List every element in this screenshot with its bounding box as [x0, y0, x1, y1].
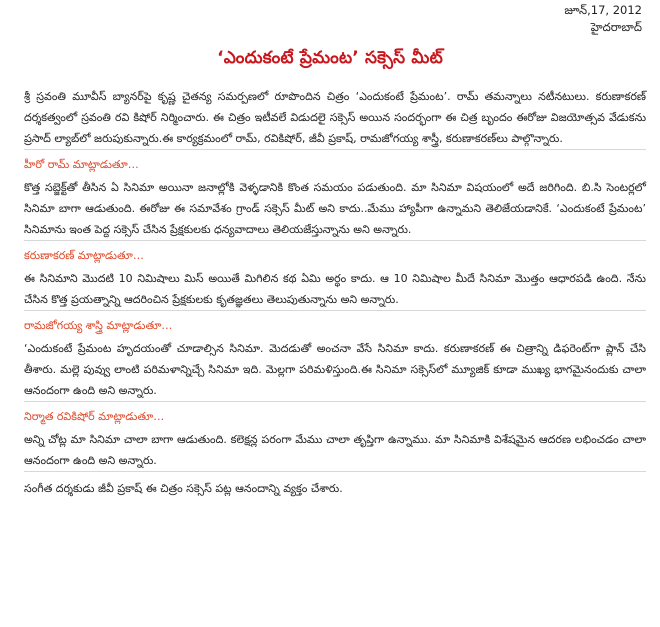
- divider: [24, 471, 646, 472]
- section-text-karunakaran: ఈ సినిమాని మొదటి 10 నిమిషాలు మిస్ అయితే మిగిలిన కథ ఏమి అర్థం కాదు. ఆ 10 నిమిషాల మీదే సినిమా మొత్తం ఆధారపడి ఉంది. నేను చేసిన కొత్త ప్రయత్నాన్ని ఆదరించిన ప్రేక్షకులకు కృతజ్ఞతలు తెలుపుతున్నాను అని అన్నారు.: [24, 272, 646, 306]
- divider: [24, 149, 646, 150]
- section-text-ramajogayya: ‘ఎందుకంటే ప్రేమంట హృదయంతో చూడాల్సిన సినిమా. మెదడుతో అంచనా వేసే సినిమా కాదు. కరుణాకరణ్ ఈ చిత్రాన్ని డిఫరెంట్‌గా ప్లాన్ చేసి తీశారు. మల్లె పువ్వు లాంటి పరిమళాన్నిచ్చే సినిమా ఇది. మెల్లగా పరిమళిస్తుంది.ఈ సినిమా సక్సెస్‌లో మ్యూజిక్ కూడా ముఖ్య భాగమైనందుకు చాలా ఆనందంగా ఉంది అని అన్నారు.: [24, 342, 646, 397]
- section-heading-ravikishore: నిర్మాత రవికిషోర్ మాట్లాడుతూ…: [24, 410, 165, 423]
- section-text-ram: కొత్త సబ్జెక్ట్‌తో తీసిన ఏ సినిమా అయినా జనాల్లోకి వెళ్ళడానికి కొంత సమయం పడుతుంది. మా సినిమా విషయంలో అదే జరిగింది. బి.సి సెంటర్లలో సినిమా బాగా ఆడుతుంది. ఈరోజు ఈ సమావేశం గ్రాండ్ సక్సెస్ మీట్ అని కాదు..మేము హ్యాపీగా ఉన్నామని తెలిజేయడానికే. ‘ఎందుకంటే ప్రేమంట’ సినిమాను ఇంత పెద్ద సక్సెస్ చేసిన ప్రేక్షకులకు ధన్యవాదాలు తెలియజేస్తున్నాను అని అన్నారు.: [24, 181, 646, 236]
- section-heading-ram: హీరో రామ్ మాట్లాడుతూ…: [24, 158, 139, 171]
- article-date: జూన్,17, 2012: [564, 3, 642, 17]
- closing-paragraph: సంగీత దర్శకుడు జీవీ ప్రకాష్ ఈ చిత్రం సక్సెస్ పట్ల ఆనందాన్ని వ్యక్తం చేశారు.: [24, 482, 343, 495]
- divider: [24, 310, 646, 311]
- article-title: ‘ఎందుకంటే ప్రేమంట’ సక్సెస్ మీట్: [217, 48, 443, 68]
- divider: [24, 401, 646, 402]
- section-text-ravikishore: అన్ని చోట్ల మా సినిమా చాలా బాగా ఆడుతుంది. కలెక్షన్ల పరంగా మేము చాలా తృప్తిగా ఉన్నాము. మా సినిమాకి విశేషమైన ఆదరణ లభించడం చాలా ఆనందంగా ఉంది అని అన్నారు.: [24, 433, 646, 467]
- intro-paragraph: శ్రీ స్రవంతి మూవీస్ బ్యానర్‌పై కృష్ణ చైతన్య సమర్పణలో రూపొందిన చిత్రం ‘ఎందుకంటే ప్రేమంట’. రామ్ తమన్నాలు నటీనటులు. కరుణాకరణ్ దర్శకత్వంలో స్రవంతి రవి కిషోర్ నిర్మించారు. ఈ చిత్రం ఇటీవలే విడుదలై సక్సెస్ అయిన సందర్భంగా ఈ చిత్ర బృందం ఈరోజు విజయోత్సవ వేడుకను ప్రసాద్ ల్యాబ్‌లో జరుపుకున్నారు.ఈ కార్యక్రమంలో రామ్, రవికిషోర్, జీవీ ప్రకాష్, రామజోగయ్య శాస్త్రీ, కరుణాకరణ్‌లు పాల్గొన్నారు.: [24, 90, 646, 145]
- section-heading-ramajogayya: రామజోగయ్య శాస్త్రి మాట్లాడుతూ…: [24, 319, 173, 332]
- divider: [24, 240, 646, 241]
- article-place: హైదరాబాద్: [590, 20, 642, 34]
- dateline: [14, 0, 646, 36]
- section-heading-karunakaran: కరుణాకరణ్ మాట్లాడుతూ…: [24, 249, 144, 262]
